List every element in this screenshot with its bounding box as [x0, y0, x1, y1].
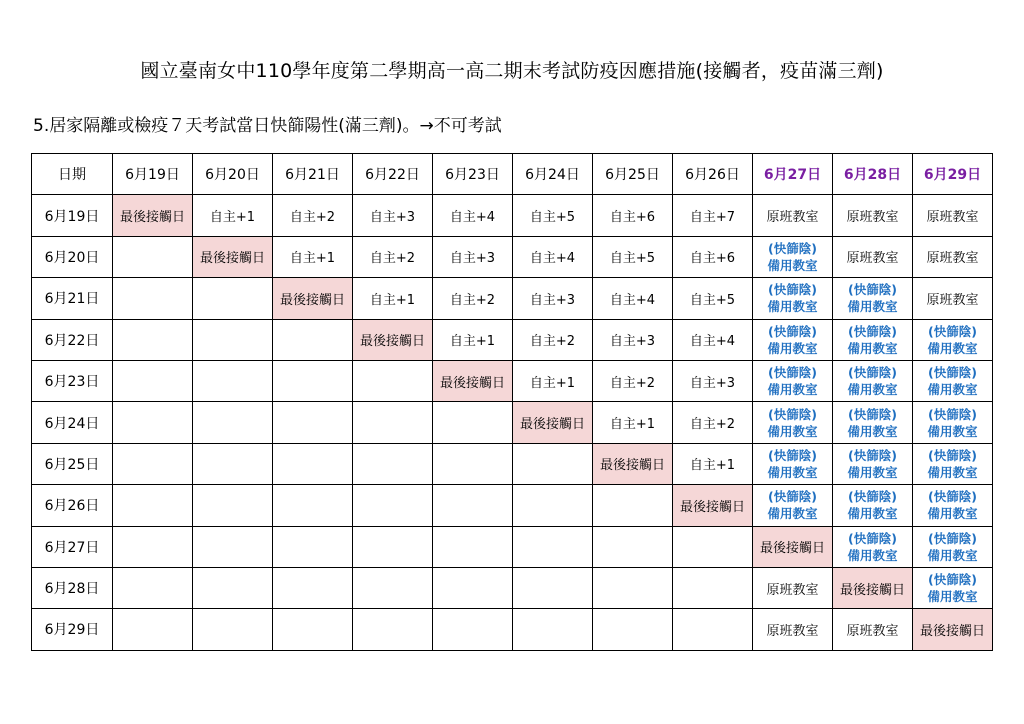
- backup-line: 備用教室: [847, 464, 898, 480]
- schedule-cell: 原班教室: [833, 236, 913, 277]
- schedule-cell: 自主+1: [673, 443, 753, 484]
- empty-cell: [513, 526, 593, 567]
- schedule-cell: 自主+5: [673, 278, 753, 319]
- schedule-cell: 自主+1: [593, 402, 673, 443]
- backup-line: 備用教室: [767, 257, 818, 273]
- section-subtitle: 5.居家隔離或檢疫７天考試當日快篩陽性(滿三劑)。→不可考試: [33, 116, 502, 136]
- empty-cell: [273, 319, 353, 360]
- backup-line: (快篩陰): [768, 282, 817, 298]
- backup-line: (快篩陰): [768, 323, 817, 339]
- last-contact-cell: 最後接觸日: [273, 278, 353, 319]
- backup-line: 備用教室: [847, 506, 898, 522]
- backup-line: 備用教室: [927, 506, 978, 522]
- backup-line: (快篩陰): [848, 282, 897, 298]
- table-row: [32, 319, 993, 360]
- backup-room-cell: [833, 443, 913, 484]
- backup-room-cell: [833, 360, 913, 401]
- table-row: [32, 485, 993, 526]
- last-contact-cell: 最後接觸日: [113, 195, 193, 236]
- backup-line: (快篩陰): [848, 530, 897, 546]
- empty-cell: [193, 402, 273, 443]
- empty-cell: [593, 609, 673, 650]
- last-contact-cell: 最後接觸日: [513, 402, 593, 443]
- exam-column-header: 6月29日: [913, 154, 993, 195]
- backup-line: (快篩陰): [928, 406, 977, 422]
- empty-cell: [433, 567, 513, 608]
- empty-cell: [513, 485, 593, 526]
- backup-line: 備用教室: [927, 547, 978, 563]
- backup-line: 備用教室: [767, 299, 818, 315]
- backup-room-cell: [913, 402, 993, 443]
- empty-cell: [113, 402, 193, 443]
- table-row: [32, 526, 993, 567]
- backup-line: (快篩陰): [848, 406, 897, 422]
- empty-cell: [433, 443, 513, 484]
- column-header: 6月25日: [593, 154, 673, 195]
- backup-room-cell: [913, 485, 993, 526]
- last-contact-cell: 最後接觸日: [673, 485, 753, 526]
- empty-cell: [273, 443, 353, 484]
- backup-line: 備用教室: [767, 340, 818, 356]
- schedule-cell: 自主+1: [273, 236, 353, 277]
- schedule-cell: 自主+1: [513, 360, 593, 401]
- backup-line: 備用教室: [927, 340, 978, 356]
- empty-cell: [193, 319, 273, 360]
- last-contact-cell: 最後接觸日: [913, 609, 993, 650]
- empty-cell: [353, 567, 433, 608]
- backup-line: 備用教室: [767, 382, 818, 398]
- schedule-cell: 自主+2: [673, 402, 753, 443]
- last-contact-cell: 最後接觸日: [593, 443, 673, 484]
- empty-cell: [113, 236, 193, 277]
- schedule-cell: 自主+3: [513, 278, 593, 319]
- backup-room-cell: [753, 402, 833, 443]
- column-header: 6月24日: [513, 154, 593, 195]
- empty-cell: [353, 609, 433, 650]
- schedule-cell: 原班教室: [913, 195, 993, 236]
- empty-cell: [673, 567, 753, 608]
- backup-room-cell: [753, 236, 833, 277]
- schedule-cell: 自主+1: [193, 195, 273, 236]
- table-row: [32, 236, 993, 277]
- exam-column-header: 6月28日: [833, 154, 913, 195]
- empty-cell: [593, 567, 673, 608]
- row-date: 6月24日: [32, 402, 113, 443]
- backup-line: 備用教室: [927, 589, 978, 605]
- backup-line: 備用教室: [767, 506, 818, 522]
- schedule-cell: 原班教室: [753, 609, 833, 650]
- empty-cell: [273, 485, 353, 526]
- schedule-cell: 原班教室: [753, 567, 833, 608]
- backup-room-cell: [833, 526, 913, 567]
- backup-room-cell: [753, 278, 833, 319]
- empty-cell: [433, 526, 513, 567]
- empty-cell: [433, 609, 513, 650]
- schedule-cell: 自主+4: [593, 278, 673, 319]
- empty-cell: [113, 609, 193, 650]
- backup-room-cell: [753, 319, 833, 360]
- backup-room-cell: [753, 360, 833, 401]
- schedule-cell: 自主+4: [433, 195, 513, 236]
- empty-cell: [193, 567, 273, 608]
- empty-cell: [513, 443, 593, 484]
- schedule-cell: 自主+3: [433, 236, 513, 277]
- column-header: 6月23日: [433, 154, 513, 195]
- empty-cell: [433, 402, 513, 443]
- exam-column-header: 6月27日: [753, 154, 833, 195]
- row-date: 6月28日: [32, 567, 113, 608]
- empty-cell: [273, 402, 353, 443]
- schedule-cell: 自主+3: [593, 319, 673, 360]
- backup-line: (快篩陰): [768, 406, 817, 422]
- backup-room-cell: [833, 485, 913, 526]
- backup-room-cell: [833, 319, 913, 360]
- backup-line: 備用教室: [847, 382, 898, 398]
- empty-cell: [353, 485, 433, 526]
- backup-line: (快篩陰): [928, 323, 977, 339]
- schedule-cell: 自主+5: [593, 236, 673, 277]
- empty-cell: [593, 485, 673, 526]
- schedule-cell: 自主+5: [513, 195, 593, 236]
- column-header: 6月20日: [193, 154, 273, 195]
- backup-room-cell: [913, 443, 993, 484]
- backup-room-cell: [833, 278, 913, 319]
- schedule-cell: 自主+2: [593, 360, 673, 401]
- empty-cell: [353, 360, 433, 401]
- empty-cell: [513, 609, 593, 650]
- empty-cell: [593, 526, 673, 567]
- backup-room-cell: [913, 319, 993, 360]
- schedule-cell: 原班教室: [833, 195, 913, 236]
- empty-cell: [273, 360, 353, 401]
- schedule-cell: 原班教室: [913, 278, 993, 319]
- backup-line: (快篩陰): [768, 365, 817, 381]
- backup-line: (快篩陰): [848, 365, 897, 381]
- schedule-cell: 原班教室: [833, 609, 913, 650]
- schedule-table: [31, 153, 993, 651]
- schedule-cell: 自主+2: [353, 236, 433, 277]
- backup-line: 備用教室: [847, 423, 898, 439]
- row-date: 6月22日: [32, 319, 113, 360]
- column-header: 6月19日: [113, 154, 193, 195]
- schedule-cell: 自主+6: [673, 236, 753, 277]
- empty-cell: [113, 526, 193, 567]
- empty-cell: [353, 443, 433, 484]
- backup-line: (快篩陰): [768, 447, 817, 463]
- schedule-cell: 自主+3: [353, 195, 433, 236]
- row-date: 6月27日: [32, 526, 113, 567]
- row-date: 6月23日: [32, 360, 113, 401]
- table-row: [32, 567, 993, 608]
- document-title: 國立臺南女中110學年度第二學期高一高二期末考試防疫因應措施(接觸者，疫苗滿三劑): [140, 60, 884, 82]
- empty-cell: [113, 485, 193, 526]
- schedule-cell: 自主+2: [433, 278, 513, 319]
- backup-line: 備用教室: [927, 464, 978, 480]
- backup-line: (快篩陰): [928, 572, 977, 588]
- empty-cell: [193, 526, 273, 567]
- empty-cell: [513, 567, 593, 608]
- empty-cell: [353, 526, 433, 567]
- backup-line: (快篩陰): [848, 489, 897, 505]
- empty-cell: [193, 443, 273, 484]
- schedule-cell: 自主+4: [673, 319, 753, 360]
- empty-cell: [273, 609, 353, 650]
- backup-room-cell: [913, 567, 993, 608]
- last-contact-cell: 最後接觸日: [833, 567, 913, 608]
- schedule-cell: 自主+7: [673, 195, 753, 236]
- backup-line: 備用教室: [847, 299, 898, 315]
- schedule-body: [32, 195, 993, 650]
- schedule-cell: 自主+3: [673, 360, 753, 401]
- backup-room-cell: [913, 360, 993, 401]
- backup-line: (快篩陰): [768, 240, 817, 256]
- schedule-cell: 原班教室: [753, 195, 833, 236]
- backup-room-cell: [833, 402, 913, 443]
- last-contact-cell: 最後接觸日: [753, 526, 833, 567]
- backup-line: 備用教室: [927, 382, 978, 398]
- table-row: [32, 443, 993, 484]
- backup-line: 備用教室: [927, 423, 978, 439]
- empty-cell: [113, 360, 193, 401]
- column-header: 6月21日: [273, 154, 353, 195]
- last-contact-cell: 最後接觸日: [193, 236, 273, 277]
- table-row: [32, 278, 993, 319]
- empty-cell: [273, 526, 353, 567]
- schedule-cell: 自主+1: [353, 278, 433, 319]
- backup-line: (快篩陰): [928, 365, 977, 381]
- empty-cell: [113, 443, 193, 484]
- empty-cell: [193, 485, 273, 526]
- header-row: [32, 154, 993, 195]
- empty-cell: [193, 609, 273, 650]
- schedule-cell: 自主+4: [513, 236, 593, 277]
- row-date: 6月21日: [32, 278, 113, 319]
- row-date: 6月19日: [32, 195, 113, 236]
- empty-cell: [193, 360, 273, 401]
- backup-line: (快篩陰): [928, 447, 977, 463]
- table-row: [32, 402, 993, 443]
- backup-room-cell: [753, 443, 833, 484]
- column-header: 6月22日: [353, 154, 433, 195]
- empty-cell: [113, 319, 193, 360]
- row-date: 6月29日: [32, 609, 113, 650]
- empty-cell: [673, 526, 753, 567]
- schedule-cell: 原班教室: [913, 236, 993, 277]
- schedule-cell: 自主+2: [513, 319, 593, 360]
- row-date: 6月20日: [32, 236, 113, 277]
- empty-cell: [273, 567, 353, 608]
- empty-cell: [113, 278, 193, 319]
- table-row: [32, 360, 993, 401]
- row-date: 6月26日: [32, 485, 113, 526]
- backup-line: 備用教室: [847, 547, 898, 563]
- column-header: 6月26日: [673, 154, 753, 195]
- schedule-cell: 自主+1: [433, 319, 513, 360]
- backup-line: (快篩陰): [768, 489, 817, 505]
- schedule-cell: 自主+6: [593, 195, 673, 236]
- backup-line: (快篩陰): [928, 530, 977, 546]
- backup-room-cell: [913, 526, 993, 567]
- row-date: 6月25日: [32, 443, 113, 484]
- corner-header: 日期: [32, 154, 113, 195]
- table-row: [32, 609, 993, 650]
- empty-cell: [673, 609, 753, 650]
- backup-line: 備用教室: [767, 464, 818, 480]
- last-contact-cell: 最後接觸日: [353, 319, 433, 360]
- backup-line: 備用教室: [767, 423, 818, 439]
- backup-line: (快篩陰): [848, 447, 897, 463]
- empty-cell: [113, 567, 193, 608]
- table-row: [32, 195, 993, 236]
- backup-line: (快篩陰): [928, 489, 977, 505]
- last-contact-cell: 最後接觸日: [433, 360, 513, 401]
- schedule-cell: 自主+2: [273, 195, 353, 236]
- backup-line: (快篩陰): [848, 323, 897, 339]
- empty-cell: [193, 278, 273, 319]
- backup-room-cell: [753, 485, 833, 526]
- empty-cell: [433, 485, 513, 526]
- backup-line: 備用教室: [847, 340, 898, 356]
- empty-cell: [353, 402, 433, 443]
